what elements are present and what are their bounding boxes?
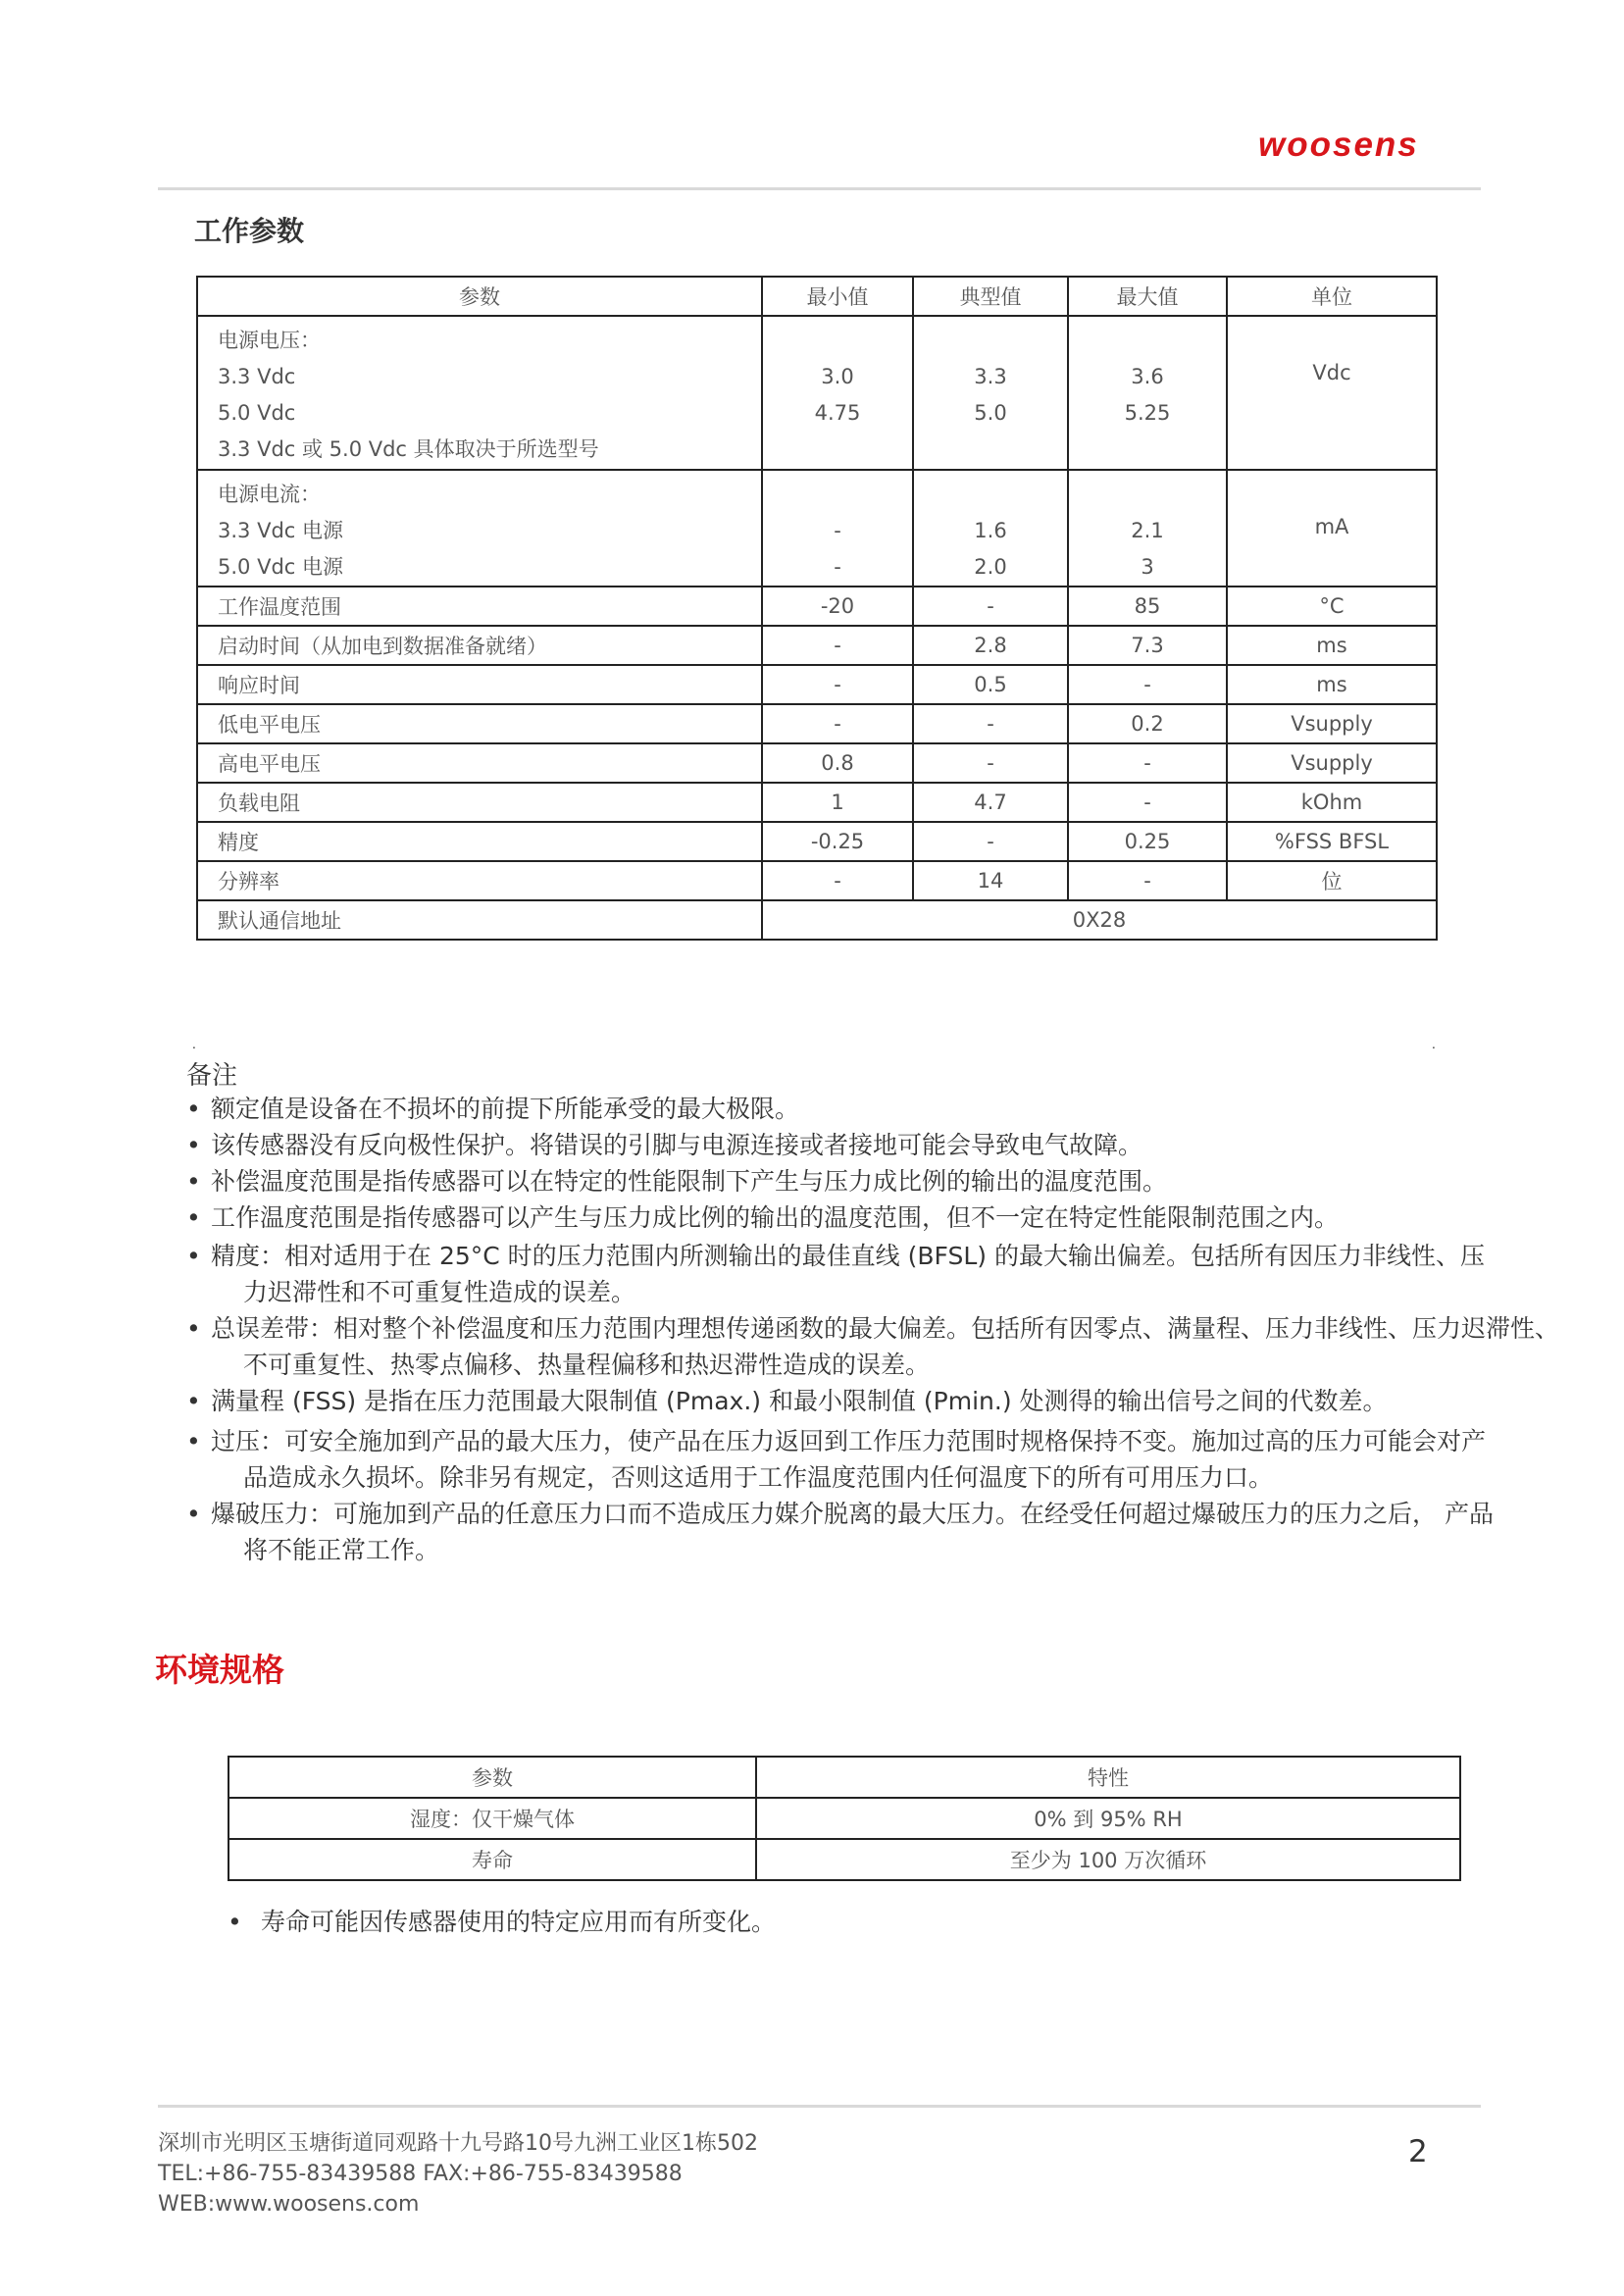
cell-typ: 4.7 bbox=[913, 783, 1068, 822]
environmental-table bbox=[228, 1756, 1461, 1881]
note-item: • 满量程 (FSS) 是指在压力范围最大限制值 (Pmax.) 和最小限制值 (Pmin.) 处测得的输出信号之间的代数差。 bbox=[186, 1387, 1388, 1415]
address-param: 默认通信地址 bbox=[197, 900, 762, 940]
cell-value: 至少为 100 万次循环 bbox=[756, 1839, 1460, 1880]
table-row bbox=[197, 861, 1437, 900]
cell-param: 精度 bbox=[197, 822, 762, 861]
footer-address: 深圳市光明区玉塘街道同观路十九号路10号九洲工业区1栋502 bbox=[158, 2131, 758, 2156]
cell-max: - bbox=[1068, 743, 1227, 783]
cell-typ: 14 bbox=[913, 861, 1068, 900]
footer-divider bbox=[158, 2105, 1481, 2108]
cell-unit: Vsupply bbox=[1227, 704, 1437, 743]
stray-dot-left: . bbox=[192, 1038, 196, 1051]
note-item: • 精度：相对适用于在 25°C 时的压力范围内所测输出的最佳直线 (BFSL) 的最大输出偏差。包括所有因压力非线性、压 力迟滞性和不可重复性造成的误差。 bbox=[186, 1242, 1485, 1306]
address-value: 0X28 bbox=[762, 900, 1437, 940]
cell-param: 高电平电压 bbox=[197, 743, 762, 783]
cell-max: 0.2 bbox=[1068, 704, 1227, 743]
cell-unit: ms bbox=[1227, 665, 1437, 704]
header-max: 最大值 bbox=[1068, 277, 1227, 316]
cell-min: - bbox=[762, 626, 913, 665]
cell-min: 0.8 bbox=[762, 743, 913, 783]
table-row bbox=[197, 704, 1437, 743]
table-row bbox=[228, 1798, 1460, 1839]
table-header-row bbox=[228, 1757, 1460, 1798]
cell-unit: %FSS BFSL bbox=[1227, 822, 1437, 861]
header-typ: 典型值 bbox=[913, 277, 1068, 316]
supply-current-min: - - bbox=[762, 470, 913, 587]
stray-dot-right: . bbox=[1432, 1038, 1436, 1051]
supply-voltage-min: 3.0 4.75 bbox=[762, 316, 913, 470]
cell-param: 低电平电压 bbox=[197, 704, 762, 743]
table-row bbox=[197, 783, 1437, 822]
cell-min: 1 bbox=[762, 783, 913, 822]
supply-current-max: 2.1 3 bbox=[1068, 470, 1227, 587]
table-row bbox=[197, 626, 1437, 665]
cell-typ: - bbox=[913, 587, 1068, 626]
cell-unit: Vsupply bbox=[1227, 743, 1437, 783]
cell-typ: 2.8 bbox=[913, 626, 1068, 665]
supply-current-unit: mA bbox=[1227, 470, 1437, 587]
table-row bbox=[228, 1839, 1460, 1880]
cell-min: - bbox=[762, 704, 913, 743]
supply-current-param: 电源电流： 3.3 Vdc 电源 5.0 Vdc 电源 bbox=[197, 470, 762, 587]
cell-max: 0.25 bbox=[1068, 822, 1227, 861]
footer-contact bbox=[158, 2128, 758, 2219]
supply-voltage-typ: 3.3 5.0 bbox=[913, 316, 1068, 470]
cell-max: - bbox=[1068, 665, 1227, 704]
header-min: 最小值 bbox=[762, 277, 913, 316]
table-row bbox=[197, 665, 1437, 704]
cell-value: 0% 到 95% RH bbox=[756, 1798, 1460, 1839]
operating-params-table bbox=[196, 276, 1438, 941]
cell-min: -20 bbox=[762, 587, 913, 626]
table-row bbox=[197, 587, 1437, 626]
section-title-operating-params: 工作参数 bbox=[194, 215, 305, 247]
supply-current-typ: 1.6 2.0 bbox=[913, 470, 1068, 587]
cell-min: - bbox=[762, 665, 913, 704]
section-title-environmental: 环境规格 bbox=[155, 1651, 284, 1689]
env-note: • 寿命可能因传感器使用的特定应用而有所变化。 bbox=[228, 1908, 777, 1936]
cell-param: 寿命 bbox=[228, 1839, 756, 1880]
table-row bbox=[197, 822, 1437, 861]
note-item: • 总误差带：相对整个补偿温度和压力范围内理想传递函数的最大偏差。包括所有因零点、满量程、压力非线性、压力迟滞性、 不可重复性、热零点偏移、热量程偏移和热迟滞性造成的误差。 bbox=[186, 1314, 1560, 1379]
cell-max: 7.3 bbox=[1068, 626, 1227, 665]
cell-min: -0.25 bbox=[762, 822, 913, 861]
header-param: 参数 bbox=[197, 277, 762, 316]
cell-unit: 位 bbox=[1227, 861, 1437, 900]
header-param: 参数 bbox=[228, 1757, 756, 1798]
table-row bbox=[197, 743, 1437, 783]
cell-max: 85 bbox=[1068, 587, 1227, 626]
header-characteristic: 特性 bbox=[756, 1757, 1460, 1798]
table-row-address bbox=[197, 900, 1437, 940]
cell-typ: 0.5 bbox=[913, 665, 1068, 704]
header-unit: 单位 bbox=[1227, 277, 1437, 316]
note-item: • 该传感器没有反向极性保护。将错误的引脚与电源连接或者接地可能会导致电气故障。 bbox=[186, 1131, 1143, 1159]
note-item: • 补偿温度范围是指传感器可以在特定的性能限制下产生与压力成比例的输出的温度范围。 bbox=[186, 1167, 1168, 1196]
page-number: 2 bbox=[1408, 2134, 1428, 2169]
cell-typ: - bbox=[913, 704, 1068, 743]
cell-min: - bbox=[762, 861, 913, 900]
cell-unit: ms bbox=[1227, 626, 1437, 665]
cell-typ: - bbox=[913, 822, 1068, 861]
table-header-row bbox=[197, 277, 1437, 316]
cell-param: 启动时间（从加电到数据准备就绪） bbox=[197, 626, 762, 665]
cell-param: 响应时间 bbox=[197, 665, 762, 704]
header-divider bbox=[158, 187, 1481, 190]
note-item: • 工作温度范围是指传感器可以产生与压力成比例的输出的温度范围，但不一定在特定性能限制范围之内。 bbox=[186, 1203, 1340, 1232]
cell-param: 分辨率 bbox=[197, 861, 762, 900]
note-item: • 过压：可安全施加到产品的最大压力，使产品在压力返回到工作压力范围时规格保持不变。施加过高的压力可能会对产 品造成永久损坏。除非另有规定，否则这适用于工作温度范围内任何温度下的所有可用压力口。 bbox=[186, 1427, 1487, 1492]
cell-unit: kOhm bbox=[1227, 783, 1437, 822]
cell-max: - bbox=[1068, 783, 1227, 822]
note-item: • 爆破压力：可施加到产品的任意压力口而不造成压力媒介脱离的最大压力。在经受任何超过爆破压力的压力之后， 产品 将不能正常工作。 bbox=[186, 1500, 1494, 1564]
cell-param: 湿度：仅干燥气体 bbox=[228, 1798, 756, 1839]
table-row-supply-current bbox=[197, 470, 1437, 587]
footer-web: WEB:www.woosens.com bbox=[158, 2192, 420, 2217]
notes-list bbox=[186, 1091, 1579, 1568]
note-item: • 额定值是设备在不损坏的前提下所能承受的最大极限。 bbox=[186, 1095, 800, 1123]
table-row-supply-voltage bbox=[197, 316, 1437, 470]
cell-param: 工作温度范围 bbox=[197, 587, 762, 626]
notes-title: 备注 bbox=[186, 1061, 238, 1091]
cell-param: 负载电阻 bbox=[197, 783, 762, 822]
supply-voltage-max: 3.6 5.25 bbox=[1068, 316, 1227, 470]
woosens-logo: woosens bbox=[1258, 126, 1419, 164]
cell-typ: - bbox=[913, 743, 1068, 783]
cell-unit: °C bbox=[1227, 587, 1437, 626]
supply-voltage-param: 电源电压： 3.3 Vdc 5.0 Vdc 3.3 Vdc 或 5.0 Vdc 具体取决于所选型号 bbox=[197, 316, 762, 470]
footer-tel-fax: TEL:+86-755-83439588 FAX:+86-755-83439588 bbox=[158, 2162, 683, 2186]
supply-voltage-unit: Vdc bbox=[1227, 316, 1437, 470]
cell-max: - bbox=[1068, 861, 1227, 900]
